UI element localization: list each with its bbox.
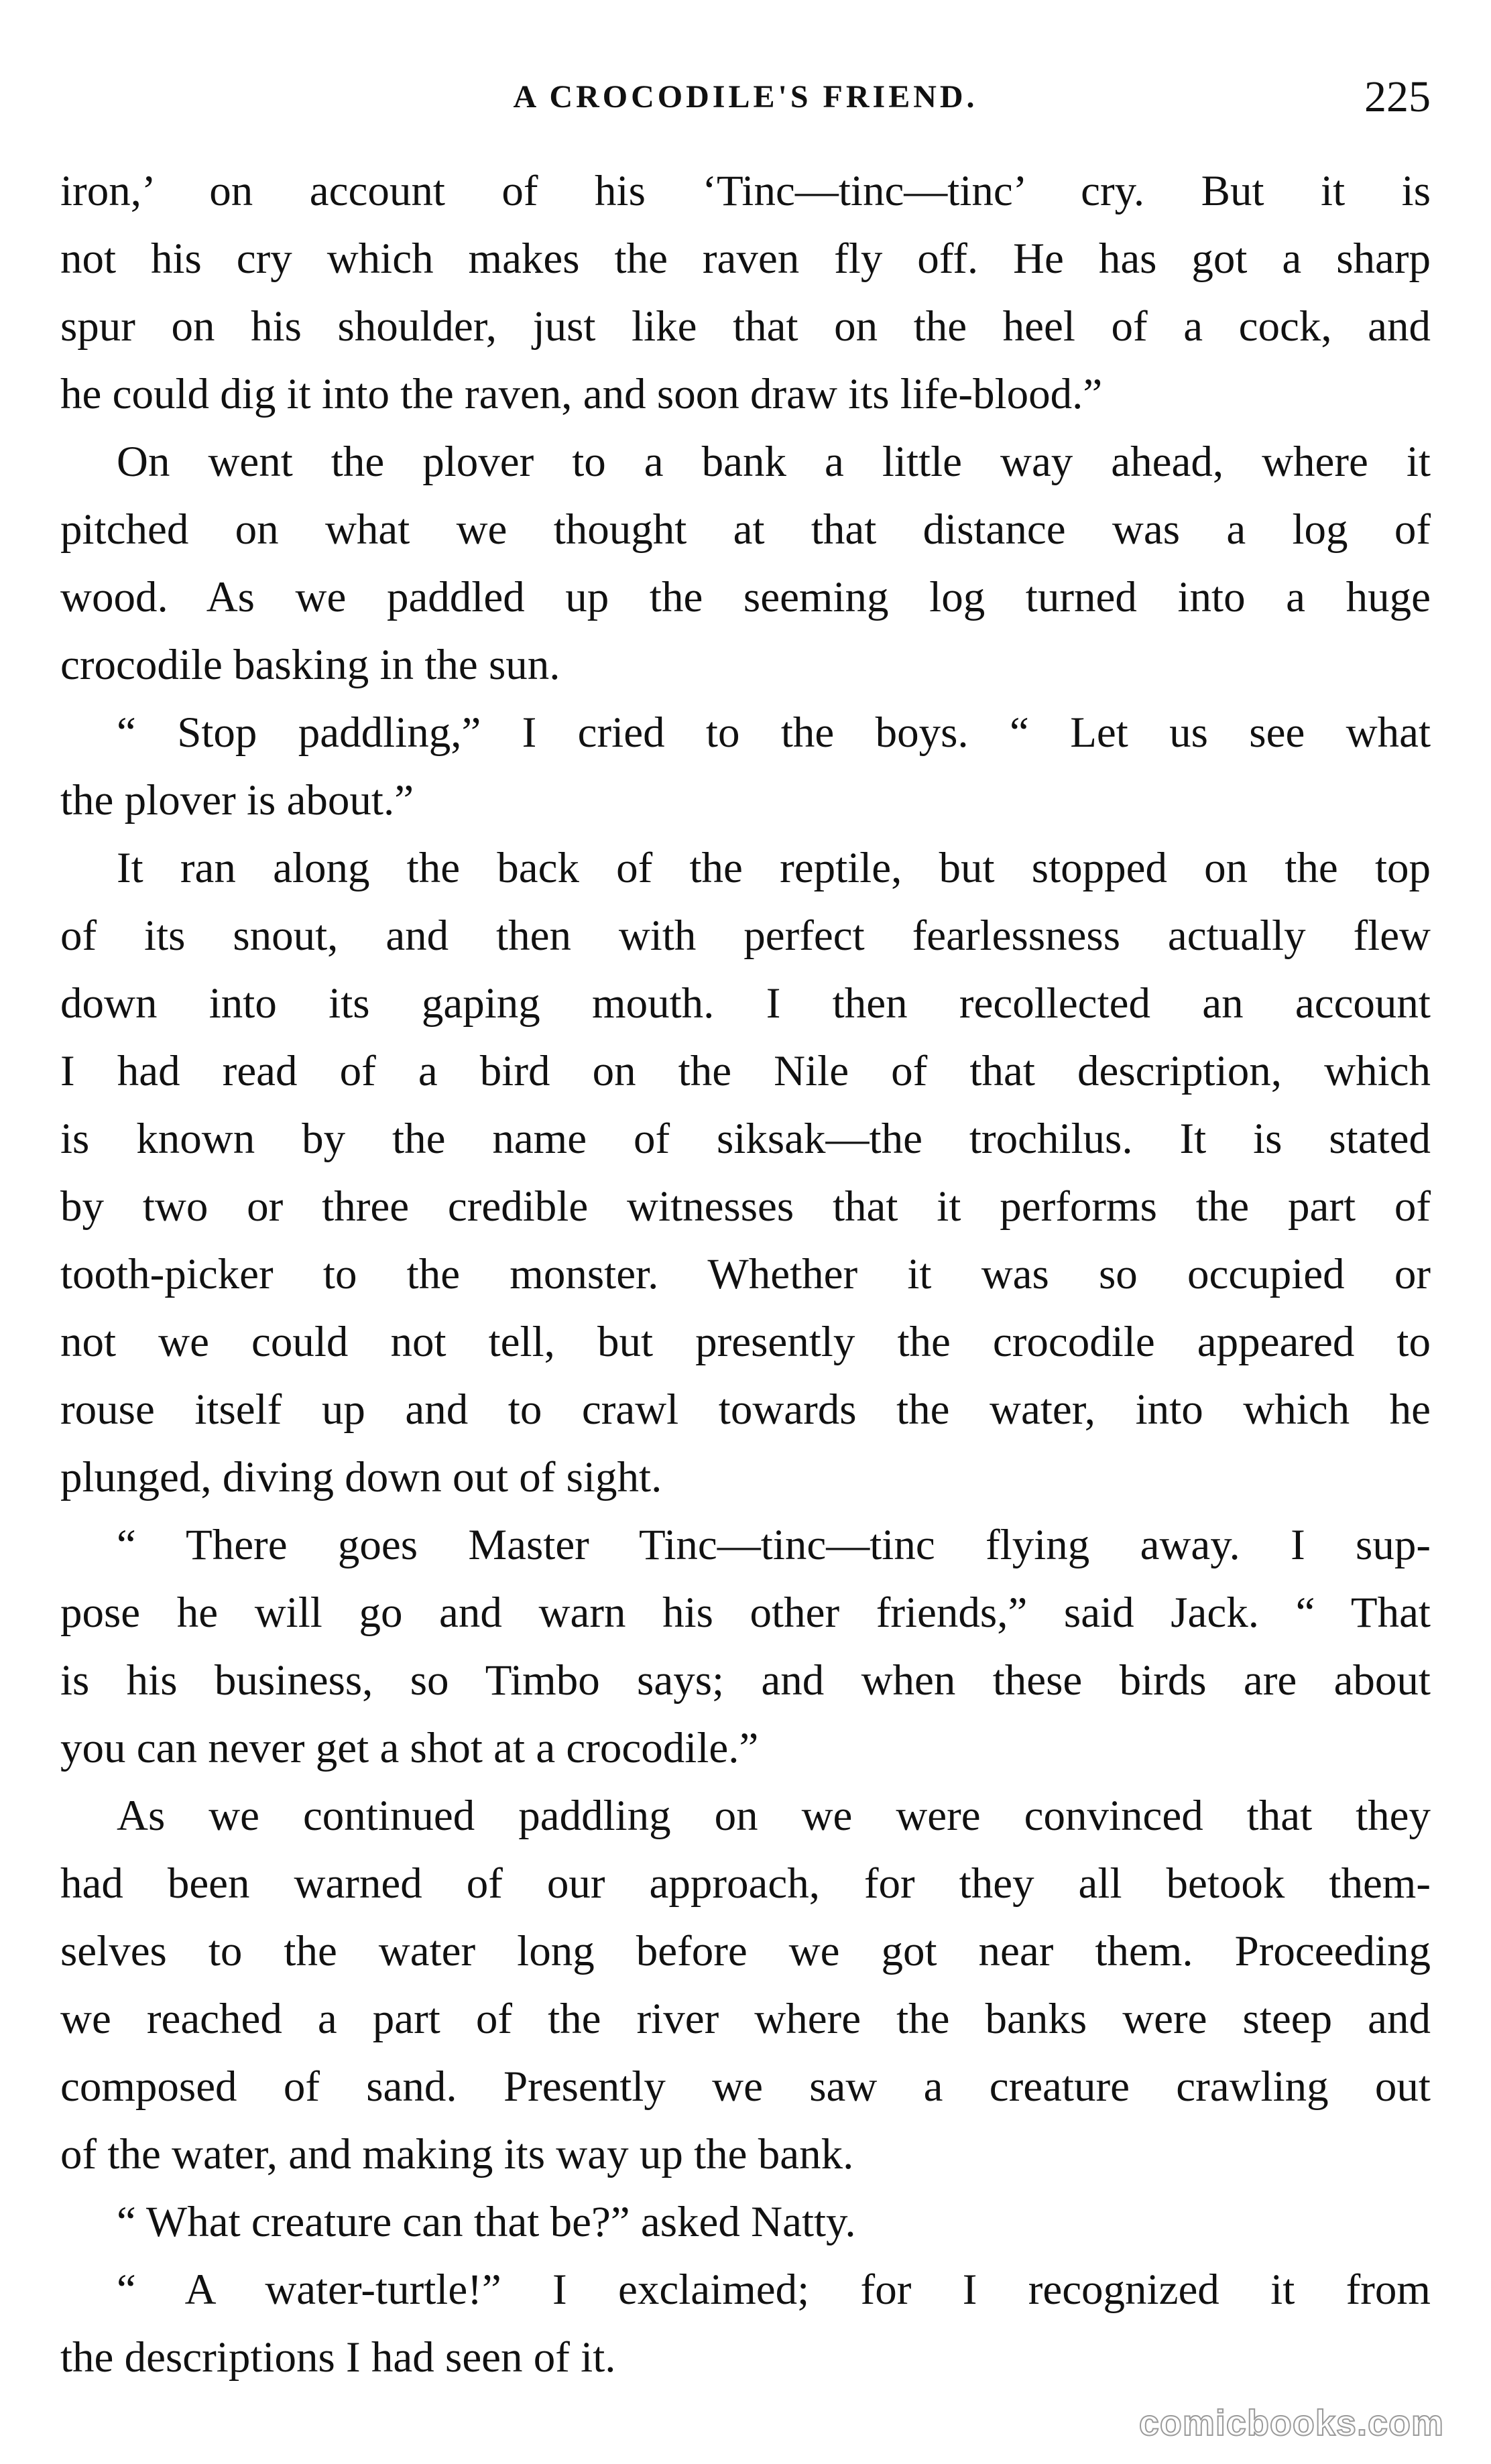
- text-line: On went the plover to a bank a little way ahead, where it: [117, 438, 1431, 486]
- text-line: plunged, diving down out of sight.: [60, 1453, 662, 1501]
- running-head: [60, 67, 1431, 127]
- text-line: crocodile basking in the sun.: [60, 641, 560, 689]
- text-line: iron,’ on account of his ‘Tinc—tinc—tinc’ cry. But it is: [60, 167, 1431, 215]
- text-line: pose he will go and warn his other friends,” said Jack. “ That: [60, 1589, 1431, 1637]
- text-line: had been warned of our approach, for they all betook them-: [60, 1859, 1431, 1908]
- text-line: “ Stop paddling,” I cried to the boys. “ Let us see what: [117, 709, 1431, 757]
- text-line: “ What creature can that be?” asked Natty.: [117, 2198, 856, 2246]
- text-line: is known by the name of siksak—the trochilus. It is stated: [60, 1115, 1431, 1163]
- text-line: rouse itself up and to crawl towards the water, into which he: [60, 1385, 1431, 1434]
- text-line: I had read of a bird on the Nile of that description, which: [60, 1047, 1431, 1095]
- text-line: As we continued paddling on we were convinced that they: [117, 1792, 1431, 1840]
- text-line: is his business, so Timbo says; and when these birds are about: [60, 1656, 1431, 1705]
- text-line: not his cry which makes the raven fly off. He has got a sharp: [60, 235, 1431, 283]
- text-line: we reached a part of the river where the banks were steep and: [60, 1995, 1431, 2043]
- text-line: wood. As we paddled up the seeming log turned into a huge: [60, 573, 1431, 621]
- text-line: the plover is about.”: [60, 776, 414, 824]
- text-line: the descriptions I had seen of it.: [60, 2333, 616, 2382]
- body-text: [60, 158, 1431, 2392]
- text-line: by two or three credible witnesses that it performs the part of: [60, 1182, 1431, 1231]
- text-line: “ There goes Master Tinc—tinc—tinc flying away. I sup-: [117, 1521, 1431, 1569]
- site-watermark: comicbooks.com: [1138, 2403, 1444, 2443]
- text-line: down into its gaping mouth. I then recollected an account: [60, 979, 1431, 1028]
- text-line: you can never get a shot at a crocodile.”: [60, 1724, 759, 1772]
- running-title: A CROCODILE'S FRIEND.: [513, 79, 978, 115]
- text-line: not we could not tell, but presently the crocodile appeared to: [60, 1318, 1431, 1366]
- text-line: composed of sand. Presently we saw a creature crawling out: [60, 2062, 1431, 2111]
- text-line: of the water, and making its way up the bank.: [60, 2130, 854, 2178]
- text-line: spur on his shoulder, just like that on the heel of a cock, and: [60, 302, 1431, 351]
- text-line: tooth-picker to the monster. Whether it was so occupied or: [60, 1250, 1431, 1298]
- text-line: of its snout, and then with perfect fearlessness actually flew: [60, 912, 1431, 960]
- text-line: he could dig it into the raven, and soon draw its life-blood.”: [60, 370, 1103, 418]
- page-number: 225: [1364, 72, 1431, 121]
- text-line: “ A water-turtle!” I exclaimed; for I recognized it from: [117, 2266, 1431, 2314]
- text-line: pitched on what we thought at that distance was a log of: [60, 505, 1431, 554]
- text-line: It ran along the back of the reptile, but stopped on the top: [117, 844, 1431, 892]
- text-line: selves to the water long before we got near them. Proceeding: [60, 1927, 1431, 1975]
